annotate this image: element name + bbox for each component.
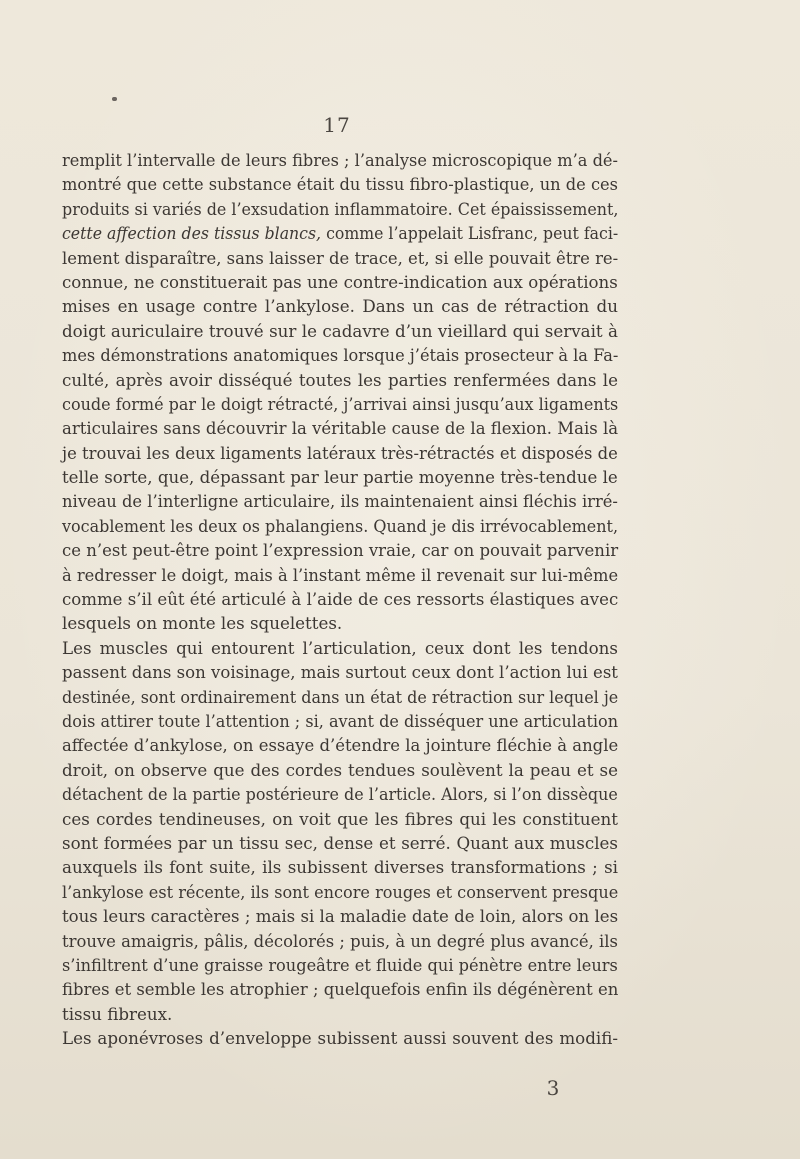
text-line: niveau de l’interligne articulaire, ils maintenaient ainsi fléchis irré-	[62, 491, 618, 512]
text-line: je trouvai les deux ligaments latéraux très-rétractés et disposés de	[62, 442, 618, 463]
text-line: affectée d’ankylose, on essaye d’étendre la jointure fléchie à angle	[62, 735, 619, 756]
paragraph-start: Les muscles qui entourent l’articulation, ceux dont les tendons	[62, 637, 618, 658]
text-line: mises en usage contre l’ankylose. Dans un cas de rétraction du	[62, 296, 618, 317]
text-line: vocablement les deux os phalangiens. Quand je dis irrévocablement,	[62, 515, 619, 536]
text-line: culté, après avoir disséqué toutes les parties renfermées dans le	[62, 369, 618, 390]
text-line: comme s’il eût été articulé à l’aide de ces ressorts élastiques avec	[62, 589, 619, 610]
text-line: s’infiltrent d’une graisse rougeâtre et fluide qui pénètre entre leurs	[62, 954, 618, 975]
text-line: l’ankylose est récente, ils sont encore rouges et conservent presque	[62, 881, 619, 902]
text-line: tous leurs caractères ; mais si la maladie date de loin, alors on les	[62, 906, 619, 927]
signature-mark: 3	[546, 1076, 560, 1100]
text-line: détachent de la partie postérieure de l’article. Alors, si l’on dissèque	[62, 784, 618, 805]
text-line: auxquels ils font suite, ils subissent diverses transformations ; si	[62, 857, 618, 878]
text-line: dois attirer toute l’attention ; si, avant de disséquer une articulation	[62, 710, 619, 731]
text-line: ces cordes tendineuses, on voit que les fibres qui les constituent	[62, 808, 618, 829]
ink-speck	[112, 97, 117, 101]
body-text	[62, 148, 618, 1050]
text-line: mes démonstrations anatomiques lorsque j’étais prosecteur à la Fa-	[62, 345, 619, 366]
text-line: ce n’est peut-être point l’expression vraie, car on pouvait parvenir	[62, 540, 619, 561]
text-line-continuation: comme l’appelait Lisfranc, peut faci-	[326, 223, 619, 244]
text-line: passent dans son voisinage, mais surtout ceux dont l’action lui est	[62, 662, 618, 683]
text-line: destinée, sont ordinairement dans un état de rétraction sur lequel je	[62, 686, 619, 707]
text-line: droit, on observe que des cordes tendues soulèvent la peau et se	[62, 759, 618, 780]
text-line: connue, ne constituerait pas une contre-indication aux opérations	[62, 271, 618, 292]
text-line: tissu fibreux.	[62, 1003, 173, 1024]
text-line: lement disparaître, sans laisser de trace, et, si elle pouvait être re-	[62, 247, 619, 268]
text-line: telle sorte, que, dépassant par leur partie moyenne très-tendue le	[62, 467, 618, 488]
text-line: fibres et semble les atrophier ; quelquefois enfin ils dégénèrent en	[62, 979, 619, 1000]
text-line: sont formées par un tissu sec, dense et serré. Quant aux muscles	[62, 832, 618, 853]
page-number: 17	[323, 113, 351, 137]
text-line: lesquels on monte les squelettes.	[62, 613, 343, 634]
text-line: produits si variés de l’exsudation inflammatoire. Cet épaississement,	[62, 198, 619, 219]
text-line	[62, 221, 618, 245]
text-line: coude formé par le doigt rétracté, j’arrivai ainsi jusqu’aux ligaments	[62, 393, 619, 414]
text-line: remplit l’intervalle de leurs fibres ; l’analyse microscopique m’a dé-	[62, 150, 618, 170]
text-line: trouve amaigris, pâlis, décolorés ; puis, à un degré plus avancé, ils	[62, 930, 618, 951]
text-line: articulaires sans découvrir la véritable cause de la flexion. Mais là	[62, 418, 619, 439]
text-line: doigt auriculaire trouvé sur le cadavre d’un vieillard qui servait à	[62, 320, 618, 341]
paragraph-start: Les aponévroses d’enveloppe subissent aussi souvent des modifi-	[62, 1028, 618, 1049]
text-line: montré que cette substance était du tissu fibro-plastique, un de ces	[62, 174, 618, 195]
text-line: à redresser le doigt, mais à l’instant même il revenait sur lui-même	[62, 564, 619, 585]
italic-phrase: cette affection des tissus blancs,	[62, 223, 322, 244]
